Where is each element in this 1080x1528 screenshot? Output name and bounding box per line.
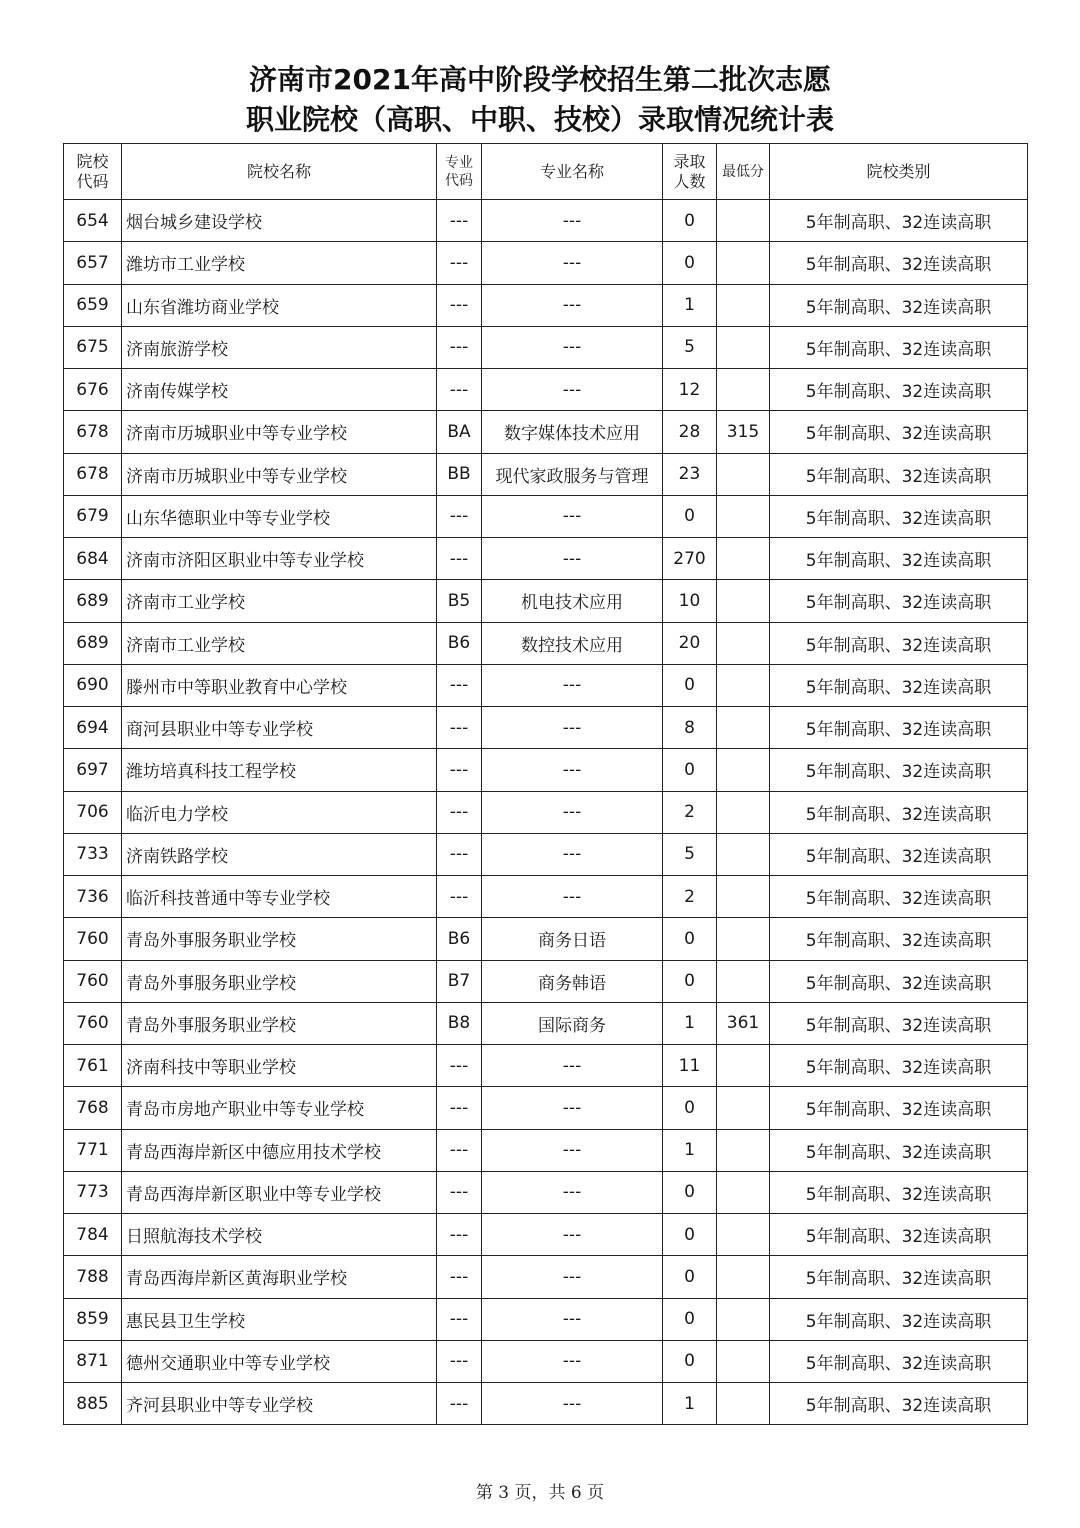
table-row: [64, 918, 1028, 960]
cell-category: 5年制高职、32连读高职: [770, 580, 1028, 622]
cell-admitted: 0: [663, 200, 717, 242]
cell-school-code: 684: [64, 538, 122, 580]
cell-major-code: BB: [437, 453, 482, 495]
cell-admitted: 270: [663, 538, 717, 580]
table-row: [64, 369, 1028, 411]
cell-school-name: 青岛外事服务职业学校: [122, 960, 437, 1002]
cell-major-name: ---: [482, 791, 663, 833]
cell-category: 5年制高职、32连读高职: [770, 453, 1028, 495]
cell-school-code: 675: [64, 326, 122, 368]
table-row: [64, 326, 1028, 368]
cell-admitted: 0: [663, 664, 717, 706]
cell-major-code: ---: [437, 538, 482, 580]
cell-admitted: 1: [663, 284, 717, 326]
cell-school-name: 青岛市房地产职业中等专业学校: [122, 1087, 437, 1129]
cell-major-code: ---: [437, 1383, 482, 1425]
cell-category: 5年制高职、32连读高职: [770, 833, 1028, 875]
cell-category: 5年制高职、32连读高职: [770, 960, 1028, 1002]
cell-school-code: 697: [64, 749, 122, 791]
cell-school-name: 青岛西海岸新区黄海职业学校: [122, 1256, 437, 1298]
cell-major-code: ---: [437, 791, 482, 833]
cell-admitted: 1: [663, 1002, 717, 1044]
cell-category: 5年制高职、32连读高职: [770, 495, 1028, 537]
cell-major-name: ---: [482, 1045, 663, 1087]
cell-school-name: 济南铁路学校: [122, 833, 437, 875]
cell-admitted: 0: [663, 1171, 717, 1213]
cell-school-name: 山东省潍坊商业学校: [122, 284, 437, 326]
cell-min-score: [717, 453, 770, 495]
cell-major-code: ---: [437, 707, 482, 749]
cell-major-name: ---: [482, 495, 663, 537]
cell-min-score: [717, 200, 770, 242]
cell-major-code: B6: [437, 918, 482, 960]
cell-min-score: [717, 495, 770, 537]
cell-admitted: 8: [663, 707, 717, 749]
cell-school-code: 771: [64, 1129, 122, 1171]
cell-major-name: ---: [482, 1383, 663, 1425]
cell-school-code: 678: [64, 453, 122, 495]
cell-school-code: 678: [64, 411, 122, 453]
cell-major-code: ---: [437, 1087, 482, 1129]
cell-admitted: 0: [663, 749, 717, 791]
cell-school-name: 济南传媒学校: [122, 369, 437, 411]
cell-school-code: 871: [64, 1340, 122, 1382]
cell-admitted: 0: [663, 495, 717, 537]
cell-school-name: 青岛西海岸新区中德应用技术学校: [122, 1129, 437, 1171]
cell-min-score: [717, 1256, 770, 1298]
cell-school-name: 烟台城乡建设学校: [122, 200, 437, 242]
cell-min-score: [717, 242, 770, 284]
cell-major-name: ---: [482, 1087, 663, 1129]
header-major-code: 专业 代码: [437, 144, 482, 200]
cell-major-name: ---: [482, 1340, 663, 1382]
cell-min-score: [717, 1340, 770, 1382]
table-row: [64, 1340, 1028, 1382]
cell-min-score: [717, 664, 770, 706]
cell-min-score: [717, 369, 770, 411]
cell-school-code: 784: [64, 1214, 122, 1256]
cell-school-code: 768: [64, 1087, 122, 1129]
cell-category: 5年制高职、32连读高职: [770, 1298, 1028, 1340]
cell-major-name: ---: [482, 242, 663, 284]
cell-category: 5年制高职、32连读高职: [770, 791, 1028, 833]
cell-major-code: B8: [437, 1002, 482, 1044]
cell-admitted: 2: [663, 791, 717, 833]
cell-school-code: 733: [64, 833, 122, 875]
cell-major-code: ---: [437, 369, 482, 411]
cell-min-score: [717, 707, 770, 749]
cell-major-name: 国际商务: [482, 1002, 663, 1044]
cell-category: 5年制高职、32连读高职: [770, 1340, 1028, 1382]
table-row: [64, 411, 1028, 453]
cell-min-score: [717, 580, 770, 622]
cell-major-name: ---: [482, 876, 663, 918]
cell-major-name: 现代家政服务与管理: [482, 453, 663, 495]
cell-major-name: ---: [482, 200, 663, 242]
cell-major-code: BA: [437, 411, 482, 453]
cell-major-code: ---: [437, 749, 482, 791]
cell-school-name: 潍坊培真科技工程学校: [122, 749, 437, 791]
table-row: [64, 1214, 1028, 1256]
cell-major-code: ---: [437, 1340, 482, 1382]
cell-school-code: 690: [64, 664, 122, 706]
cell-school-code: 679: [64, 495, 122, 537]
cell-min-score: 361: [717, 1002, 770, 1044]
cell-major-code: ---: [437, 1298, 482, 1340]
table-row: [64, 1087, 1028, 1129]
cell-school-name: 日照航海技术学校: [122, 1214, 437, 1256]
table-row: [64, 1171, 1028, 1213]
cell-major-name: ---: [482, 538, 663, 580]
cell-min-score: 315: [717, 411, 770, 453]
cell-min-score: [717, 284, 770, 326]
cell-major-code: ---: [437, 1129, 482, 1171]
cell-major-code: ---: [437, 1214, 482, 1256]
cell-category: 5年制高职、32连读高职: [770, 1087, 1028, 1129]
cell-school-name: 青岛外事服务职业学校: [122, 918, 437, 960]
cell-major-code: ---: [437, 664, 482, 706]
table-row: [64, 1045, 1028, 1087]
header-school-name: 院校名称: [122, 144, 437, 200]
table-body: [64, 200, 1028, 1425]
cell-min-score: [717, 1383, 770, 1425]
table-row: [64, 791, 1028, 833]
cell-min-score: [717, 791, 770, 833]
cell-major-name: 数字媒体技术应用: [482, 411, 663, 453]
cell-school-code: 773: [64, 1171, 122, 1213]
cell-category: 5年制高职、32连读高职: [770, 664, 1028, 706]
cell-category: 5年制高职、32连读高职: [770, 749, 1028, 791]
cell-school-name: 济南市历城职业中等专业学校: [122, 411, 437, 453]
cell-category: 5年制高职、32连读高职: [770, 1171, 1028, 1213]
cell-admitted: 28: [663, 411, 717, 453]
table-row: [64, 622, 1028, 664]
cell-min-score: [717, 833, 770, 875]
cell-major-name: ---: [482, 1298, 663, 1340]
cell-admitted: 1: [663, 1129, 717, 1171]
page-footer: 第 3 页，共 6 页: [475, 1483, 605, 1503]
cell-min-score: [717, 1087, 770, 1129]
cell-admitted: 0: [663, 1340, 717, 1382]
cell-category: 5年制高职、32连读高职: [770, 538, 1028, 580]
cell-major-code: B5: [437, 580, 482, 622]
cell-school-name: 青岛外事服务职业学校: [122, 1002, 437, 1044]
table-row: [64, 495, 1028, 537]
cell-school-code: 760: [64, 1002, 122, 1044]
cell-major-code: ---: [437, 1171, 482, 1213]
cell-school-name: 济南市工业学校: [122, 622, 437, 664]
cell-category: 5年制高职、32连读高职: [770, 1002, 1028, 1044]
table-row: [64, 284, 1028, 326]
cell-school-code: 659: [64, 284, 122, 326]
cell-school-name: 济南市工业学校: [122, 580, 437, 622]
cell-min-score: [717, 918, 770, 960]
cell-admitted: 5: [663, 833, 717, 875]
table-row: [64, 1129, 1028, 1171]
header-admitted: 录取 人数: [663, 144, 717, 200]
table-row: [64, 749, 1028, 791]
table-row: [64, 538, 1028, 580]
cell-school-code: 760: [64, 960, 122, 1002]
cell-major-code: B7: [437, 960, 482, 1002]
cell-category: 5年制高职、32连读高职: [770, 411, 1028, 453]
header-school-code: 院校 代码: [64, 144, 122, 200]
cell-admitted: 0: [663, 918, 717, 960]
cell-admitted: 0: [663, 1214, 717, 1256]
cell-major-code: B6: [437, 622, 482, 664]
cell-major-code: ---: [437, 284, 482, 326]
cell-school-name: 青岛西海岸新区职业中等专业学校: [122, 1171, 437, 1213]
cell-major-code: ---: [437, 242, 482, 284]
table-row: [64, 453, 1028, 495]
cell-admitted: 0: [663, 960, 717, 1002]
cell-school-code: 788: [64, 1256, 122, 1298]
cell-school-name: 惠民县卫生学校: [122, 1298, 437, 1340]
cell-school-code: 694: [64, 707, 122, 749]
page-title-line2: 职业院校（高职、中职、技校）录取情况统计表: [245, 103, 834, 136]
cell-major-code: ---: [437, 1045, 482, 1087]
cell-min-score: [717, 326, 770, 368]
cell-school-code: 761: [64, 1045, 122, 1087]
cell-major-name: ---: [482, 1171, 663, 1213]
cell-school-name: 潍坊市工业学校: [122, 242, 437, 284]
cell-category: 5年制高职、32连读高职: [770, 876, 1028, 918]
table-row: [64, 833, 1028, 875]
cell-school-code: 885: [64, 1383, 122, 1425]
cell-school-name: 临沂电力学校: [122, 791, 437, 833]
cell-min-score: [717, 1298, 770, 1340]
cell-admitted: 2: [663, 876, 717, 918]
cell-admitted: 23: [663, 453, 717, 495]
cell-major-code: ---: [437, 326, 482, 368]
cell-category: 5年制高职、32连读高职: [770, 369, 1028, 411]
table-row: [64, 1298, 1028, 1340]
cell-category: 5年制高职、32连读高职: [770, 200, 1028, 242]
page-title-line1: 济南市2021年高中阶段学校招生第二批次志愿: [249, 63, 831, 96]
cell-min-score: [717, 622, 770, 664]
cell-major-name: ---: [482, 284, 663, 326]
cell-min-score: [717, 749, 770, 791]
cell-major-name: 数控技术应用: [482, 622, 663, 664]
cell-major-name: ---: [482, 749, 663, 791]
cell-category: 5年制高职、32连读高职: [770, 1214, 1028, 1256]
cell-admitted: 0: [663, 1256, 717, 1298]
cell-major-code: ---: [437, 200, 482, 242]
cell-school-code: 706: [64, 791, 122, 833]
table-row: [64, 242, 1028, 284]
cell-school-name: 临沂科技普通中等专业学校: [122, 876, 437, 918]
cell-admitted: 0: [663, 1087, 717, 1129]
cell-admitted: 20: [663, 622, 717, 664]
cell-school-code: 689: [64, 580, 122, 622]
cell-major-name: 机电技术应用: [482, 580, 663, 622]
cell-major-name: ---: [482, 326, 663, 368]
cell-major-name: ---: [482, 369, 663, 411]
table-row: [64, 960, 1028, 1002]
cell-admitted: 11: [663, 1045, 717, 1087]
cell-major-name: ---: [482, 1129, 663, 1171]
cell-major-name: ---: [482, 664, 663, 706]
cell-school-name: 济南旅游学校: [122, 326, 437, 368]
table-header-row: [64, 144, 1028, 200]
cell-major-code: ---: [437, 495, 482, 537]
cell-min-score: [717, 1045, 770, 1087]
cell-major-name: ---: [482, 707, 663, 749]
table-row: [64, 664, 1028, 706]
cell-category: 5年制高职、32连读高职: [770, 622, 1028, 664]
cell-major-name: ---: [482, 833, 663, 875]
cell-min-score: [717, 1129, 770, 1171]
cell-category: 5年制高职、32连读高职: [770, 1129, 1028, 1171]
header-min-score: 最低分: [717, 144, 770, 200]
cell-major-code: ---: [437, 876, 482, 918]
cell-school-name: 济南科技中等职业学校: [122, 1045, 437, 1087]
cell-category: 5年制高职、32连读高职: [770, 1256, 1028, 1298]
cell-min-score: [717, 960, 770, 1002]
cell-school-name: 滕州市中等职业教育中心学校: [122, 664, 437, 706]
cell-major-name: 商务韩语: [482, 960, 663, 1002]
cell-category: 5年制高职、32连读高职: [770, 284, 1028, 326]
cell-major-name: 商务日语: [482, 918, 663, 960]
header-category: 院校类别: [770, 144, 1028, 200]
cell-category: 5年制高职、32连读高职: [770, 326, 1028, 368]
cell-school-code: 760: [64, 918, 122, 960]
header-major-name: 专业名称: [482, 144, 663, 200]
table-row: [64, 1002, 1028, 1044]
cell-school-code: 736: [64, 876, 122, 918]
cell-school-code: 859: [64, 1298, 122, 1340]
table-row: [64, 1383, 1028, 1425]
table-row: [64, 707, 1028, 749]
cell-min-score: [717, 538, 770, 580]
cell-school-name: 济南市济阳区职业中等专业学校: [122, 538, 437, 580]
cell-min-score: [717, 1214, 770, 1256]
cell-category: 5年制高职、32连读高职: [770, 707, 1028, 749]
cell-admitted: 5: [663, 326, 717, 368]
cell-school-name: 齐河县职业中等专业学校: [122, 1383, 437, 1425]
cell-school-code: 676: [64, 369, 122, 411]
cell-admitted: 0: [663, 1298, 717, 1340]
cell-major-code: ---: [437, 1256, 482, 1298]
cell-admitted: 10: [663, 580, 717, 622]
cell-admitted: 1: [663, 1383, 717, 1425]
cell-school-name: 济南市历城职业中等专业学校: [122, 453, 437, 495]
cell-admitted: 12: [663, 369, 717, 411]
table-row: [64, 1256, 1028, 1298]
cell-min-score: [717, 876, 770, 918]
cell-major-name: ---: [482, 1214, 663, 1256]
cell-category: 5年制高职、32连读高职: [770, 242, 1028, 284]
admission-table: [63, 143, 1028, 1425]
cell-school-code: 654: [64, 200, 122, 242]
cell-school-code: 689: [64, 622, 122, 664]
cell-category: 5年制高职、32连读高职: [770, 1045, 1028, 1087]
cell-category: 5年制高职、32连读高职: [770, 918, 1028, 960]
table-row: [64, 200, 1028, 242]
cell-admitted: 0: [663, 242, 717, 284]
cell-min-score: [717, 1171, 770, 1213]
table-row: [64, 580, 1028, 622]
table-row: [64, 876, 1028, 918]
cell-major-name: ---: [482, 1256, 663, 1298]
cell-category: 5年制高职、32连读高职: [770, 1383, 1028, 1425]
cell-school-name: 德州交通职业中等专业学校: [122, 1340, 437, 1382]
cell-school-name: 商河县职业中等专业学校: [122, 707, 437, 749]
cell-major-code: ---: [437, 833, 482, 875]
cell-school-code: 657: [64, 242, 122, 284]
cell-school-name: 山东华德职业中等专业学校: [122, 495, 437, 537]
